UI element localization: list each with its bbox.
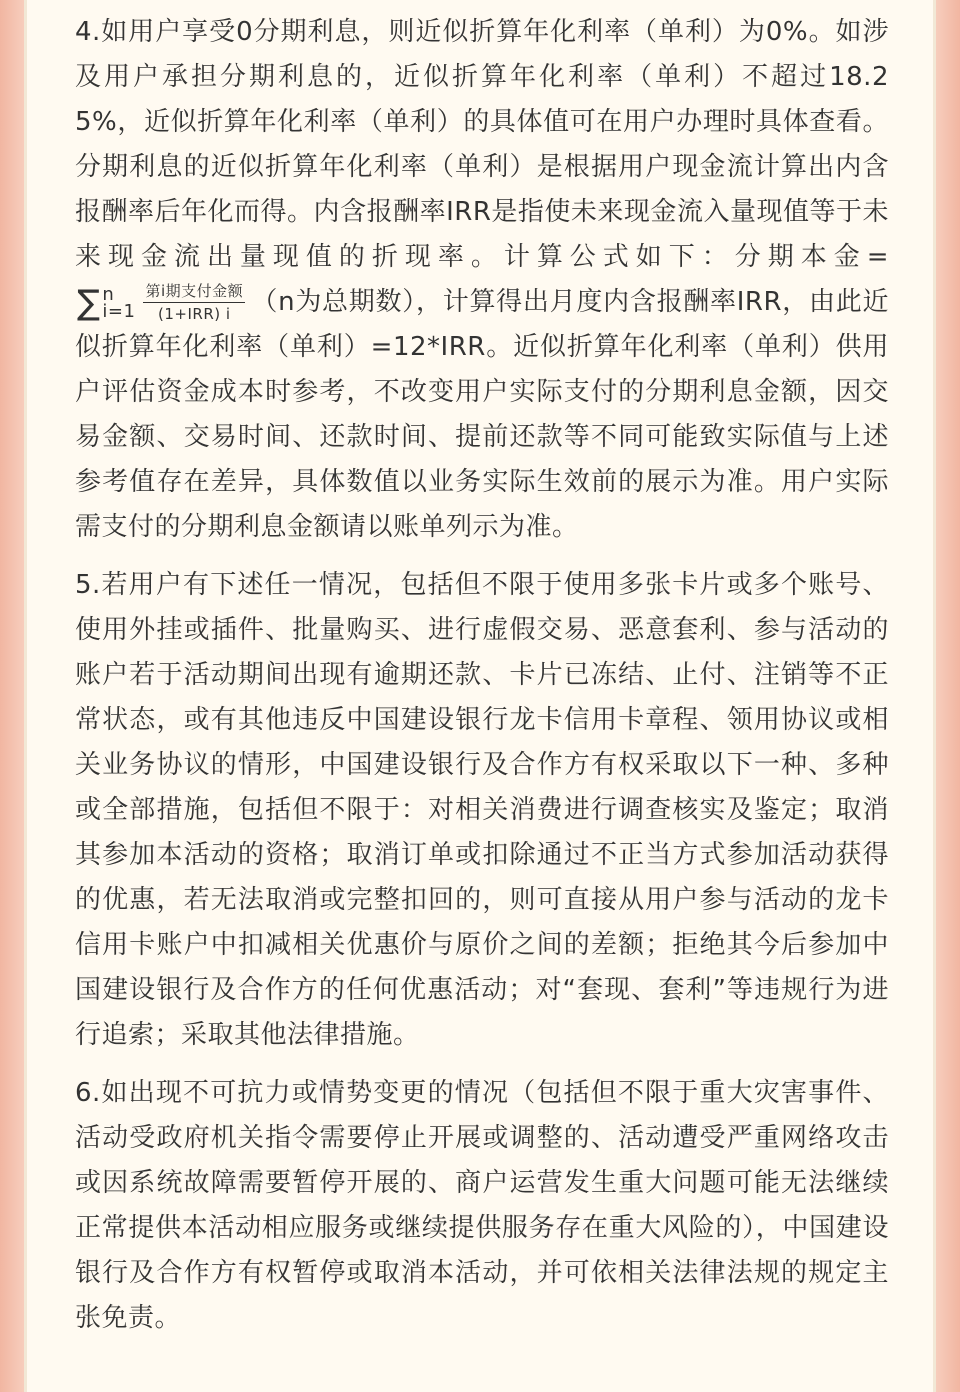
irr-formula xyxy=(75,280,251,325)
sum-upper-limit: n xyxy=(102,283,115,305)
right-border xyxy=(936,0,960,1392)
fraction-denominator: (1+IRR) i xyxy=(158,305,231,323)
p4-text-before-formula: 4.如用户享受0分期利息，则近似折算年化利率（单利）为0%。如涉及用户承担分期利息的，近似折算年化利率（单利）不超过18.25%，近似折算年化利率（单利）的具体值可在用户办理时具体查看。分期利息的近似折算年化利率（单利）是根据用户现金流计算出内含报酬率后年化而得。内含报酬率IRR是指使未来现金流入量现值等于未来现金流出量现值的折现率。计算公式如下： xyxy=(75,17,889,272)
terms-paragraph-5: 5.若用户有下述任一情况，包括但不限于使用多张卡片或多个账号、使用外挂或插件、批量购买、进行虚假交易、恶意套利、参与活动的账户若于活动期间出现有逾期还款、卡片已冻结、止付、注销等不正常状态，或有其他违反中国建设银行龙卡信用卡章程、领用协议或相关业务协议的情形，中国建设银行及合作方有权采取以下一种、多种或全部措施，包括但不限于：对相关消费进行调查核实及鉴定；取消其参加本活动的资格；取消订单或扣除通过不正当方式参加活动获得的优惠，若无法取消或完整扣回的，则可直接从用户参与活动的龙卡信用卡账户中扣减相关优惠价与原价之间的差额；拒绝其今后参加中国建设银行及合作方的任何优惠活动；对“套现、套利”等违规行为进行追索；采取其他法律措施。 xyxy=(75,570,889,1050)
sum-limits xyxy=(102,283,136,322)
p4-text-after-formula: （n为总期数），计算得出月度内含报酬率IRR，由此近似折算年化利率（单利）=12*IRR。近似折算年化利率（单利）供用户评估资金成本时参考，不改变用户实际支付的分期利息金额，因交易金额、交易时间、还款时间、提前还款等不同可能致实际值与上述参考值存在差异，具体数值以业务实际生效前的展示为准。用户实际需支付的分期利息金额请以账单列示为准。 xyxy=(75,287,889,542)
terms-paragraph-6: 6.如出现不可抗力或情势变更的情况（包括但不限于重大灾害事件、活动受政府机关指令需要停止开展或调整的、活动遭受严重网络攻击或因系统故障需要暂停开展的、商户运营发生重大问题可能无法继续正常提供本活动相应服务或继续提供服务存在重大风险的），中国建设银行及合作方有权暂停或取消本活动，并可依相关法律法规的规定主张免责。 xyxy=(75,1078,889,1333)
terms-content xyxy=(75,10,889,1354)
formula-prefix: 分期本金= xyxy=(734,242,889,272)
terms-paragraph-4 xyxy=(75,10,889,550)
formula-fraction xyxy=(143,282,245,323)
sum-lower-limit: i=1 xyxy=(102,300,136,322)
fraction-numerator: 第i期支付金额 xyxy=(143,282,245,303)
left-border xyxy=(0,0,24,1392)
terms-panel xyxy=(24,0,936,1392)
sigma-symbol: ∑ xyxy=(77,282,101,323)
